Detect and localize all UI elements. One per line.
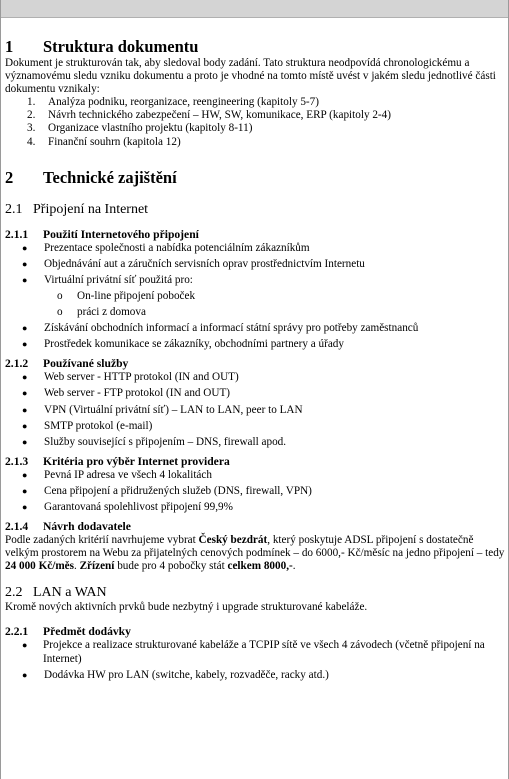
heading-title: Struktura dokumentu xyxy=(43,37,199,56)
list-item xyxy=(5,322,505,335)
list-text: Garantovaná spolehlivost připojení 99,9% xyxy=(44,500,233,513)
list-text: Finanční souhrn (kapitola 12) xyxy=(48,135,181,148)
circle-bullet-icon: o xyxy=(57,306,63,319)
bullet-icon: ● xyxy=(22,469,28,480)
list-item xyxy=(5,404,505,417)
list-text: Web server - FTP protokol (IN and OUT) xyxy=(44,387,231,400)
intro-paragraph: Dokument je strukturován tak, aby sledoval body zadání. Tato struktura neodpovídá chronologickému a významovému sledu vzniku dokumentu a proto je vhodné na tomto místě uvést v jakém sledu jednotlivé části dokumentu vznikaly: xyxy=(5,57,496,96)
text-run: , který poskytuje ADSL připojení s dostatečně velkým prostorem na Webu za přijatelných cenových podmínek – do 6000,- Kč/měsíc na jedno připojení – tedy xyxy=(5,534,505,560)
heading-1-struktura xyxy=(5,37,505,57)
heading-3-kriteria xyxy=(5,455,505,469)
list-text: Pevná IP adresa ve všech 4 lokalitách xyxy=(44,468,212,481)
heading-number: 2.1.2 xyxy=(5,357,29,371)
list-item xyxy=(5,387,505,400)
heading-3-sluzby xyxy=(5,357,505,371)
heading-3-predmet xyxy=(5,625,505,639)
provider-name: Český bezdrát xyxy=(198,534,268,547)
list-text: Projekce a realizace strukturované kabeláže a TCPIP sítě ve všech 4 závodech (včetně připojení na Internet) xyxy=(43,639,485,665)
bullet-list xyxy=(5,469,505,514)
bullet-icon: ● xyxy=(22,640,28,651)
bullet-icon: ● xyxy=(22,501,28,512)
heading-title: LAN a WAN xyxy=(33,585,107,601)
list-item xyxy=(5,290,505,303)
bullet-icon: ● xyxy=(22,258,28,269)
heading-number: 2.1.1 xyxy=(5,227,29,241)
heading-number: 1 xyxy=(5,37,14,56)
list-item xyxy=(5,436,505,449)
list-text: Služby související s připojením – DNS, firewall apod. xyxy=(44,435,287,448)
list-item xyxy=(5,274,505,287)
list-text: Prezentace společnosti a nabídka potenciálním zákazníkům xyxy=(44,241,310,254)
bullet-icon: ● xyxy=(22,242,28,253)
document-body xyxy=(5,37,505,685)
list-item xyxy=(5,469,505,482)
setup-label: Zřízení xyxy=(79,560,115,573)
list-text: Web server - HTTP protokol (IN and OUT) xyxy=(44,371,239,384)
heading-number: 2.1 xyxy=(5,201,23,217)
heading-number: 2.1.4 xyxy=(5,520,29,534)
list-text: práci z domova xyxy=(77,306,146,319)
heading-3-navrh xyxy=(5,520,505,534)
text-run: bude pro 4 pobočky stát xyxy=(114,560,228,573)
heading-number: 2.2.1 xyxy=(5,625,29,639)
list-item xyxy=(5,306,505,319)
heading-title: Technické zajištění xyxy=(43,167,177,187)
list-text: Prostředek komunikace se zákazníky, obchodními partnery a úřady xyxy=(44,338,344,351)
list-number: 2. xyxy=(27,109,36,122)
heading-2-lan-wan xyxy=(5,584,505,601)
text-run: . xyxy=(73,560,80,573)
lan-intro-paragraph: Kromě nových aktivních prvků bude nezbytný i upgrade strukturované kabeláže. xyxy=(5,601,368,614)
bullet-icon: ● xyxy=(22,388,28,399)
bullet-icon: ● xyxy=(22,404,28,415)
list-item xyxy=(5,338,505,351)
list-text: Cena připojení a přidružených služeb (DNS, firewall, VPN) xyxy=(44,484,312,497)
supplier-paragraph xyxy=(5,534,505,573)
list-text: Virtuální privátní síť použitá pro: xyxy=(44,273,193,286)
list-text: Objednávání aut a záručních servisních oprav prostřednictvím Internetu xyxy=(44,257,365,270)
list-item xyxy=(5,122,505,135)
heading-number: 2.1.3 xyxy=(5,454,29,468)
bullet-icon: ● xyxy=(22,436,28,447)
heading-title: Předmět dodávky xyxy=(43,625,131,639)
list-item xyxy=(5,371,505,384)
heading-2-pripojeni xyxy=(5,201,505,218)
list-number: 1. xyxy=(27,96,36,109)
heading-title: Kritéria pro výběr Internet providera xyxy=(43,454,230,468)
list-item xyxy=(5,669,505,682)
heading-3-pouziti xyxy=(5,228,505,242)
bullet-icon: ● xyxy=(22,485,28,496)
heading-number: 2.2 xyxy=(5,585,23,601)
list-item xyxy=(5,485,505,498)
bullet-icon: ● xyxy=(22,274,28,285)
list-number: 3. xyxy=(27,122,36,135)
monthly-cost: 24 000 Kč/měs xyxy=(5,560,74,573)
sub-bullet-list xyxy=(5,290,505,319)
setup-cost: celkem 8000,- xyxy=(227,560,293,573)
text-run: Podle zadaných kritérií navrhujeme vybrat xyxy=(5,534,199,547)
ruler-bar xyxy=(1,0,509,18)
bullet-icon: ● xyxy=(22,339,28,350)
numbered-list xyxy=(5,96,505,148)
bullet-icon: ● xyxy=(22,323,28,334)
bullet-list xyxy=(5,322,505,351)
list-text: Analýza podniku, reorganizace, reengineering (kapitoly 5-7) xyxy=(48,96,319,109)
heading-title: Používané služby xyxy=(43,357,129,371)
bullet-icon: ● xyxy=(22,669,28,680)
list-text: VPN (Virtuální privátní síť) – LAN to LAN, peer to LAN xyxy=(44,403,303,416)
list-item xyxy=(5,136,505,149)
list-item xyxy=(5,96,505,109)
list-item xyxy=(5,109,505,122)
heading-title: Připojení na Internet xyxy=(33,201,149,217)
heading-1-technicke xyxy=(5,168,505,188)
text-run: . xyxy=(292,560,296,573)
bullet-list xyxy=(5,242,505,287)
list-number: 4. xyxy=(27,135,36,148)
bullet-list xyxy=(5,639,505,681)
bullet-icon: ● xyxy=(22,372,28,383)
list-text: Organizace vlastního projektu (kapitoly 8-11) xyxy=(48,122,253,135)
heading-title: Použití Internetového připojení xyxy=(43,227,199,241)
list-item xyxy=(5,242,505,255)
bullet-list xyxy=(5,371,505,448)
list-text: Získávání obchodních informací a informací státní správy pro potřeby zaměstnanců xyxy=(44,322,419,335)
list-text: On-line připojení poboček xyxy=(77,289,196,302)
list-item xyxy=(5,258,505,271)
heading-number: 2 xyxy=(5,167,14,187)
list-item xyxy=(5,501,505,514)
list-text: Návrh technického zabezpečení – HW, SW, komunikace, ERP (kapitoly 2-4) xyxy=(48,109,391,122)
circle-bullet-icon: o xyxy=(57,289,63,302)
bullet-icon: ● xyxy=(22,420,28,431)
heading-title: Návrh dodavatele xyxy=(43,520,131,534)
list-item xyxy=(5,639,505,665)
list-text: SMTP protokol (e-mail) xyxy=(44,419,153,432)
list-item xyxy=(5,420,505,433)
list-text: Dodávka HW pro LAN (switche, kabely, rozvaděče, racky atd.) xyxy=(44,668,329,681)
